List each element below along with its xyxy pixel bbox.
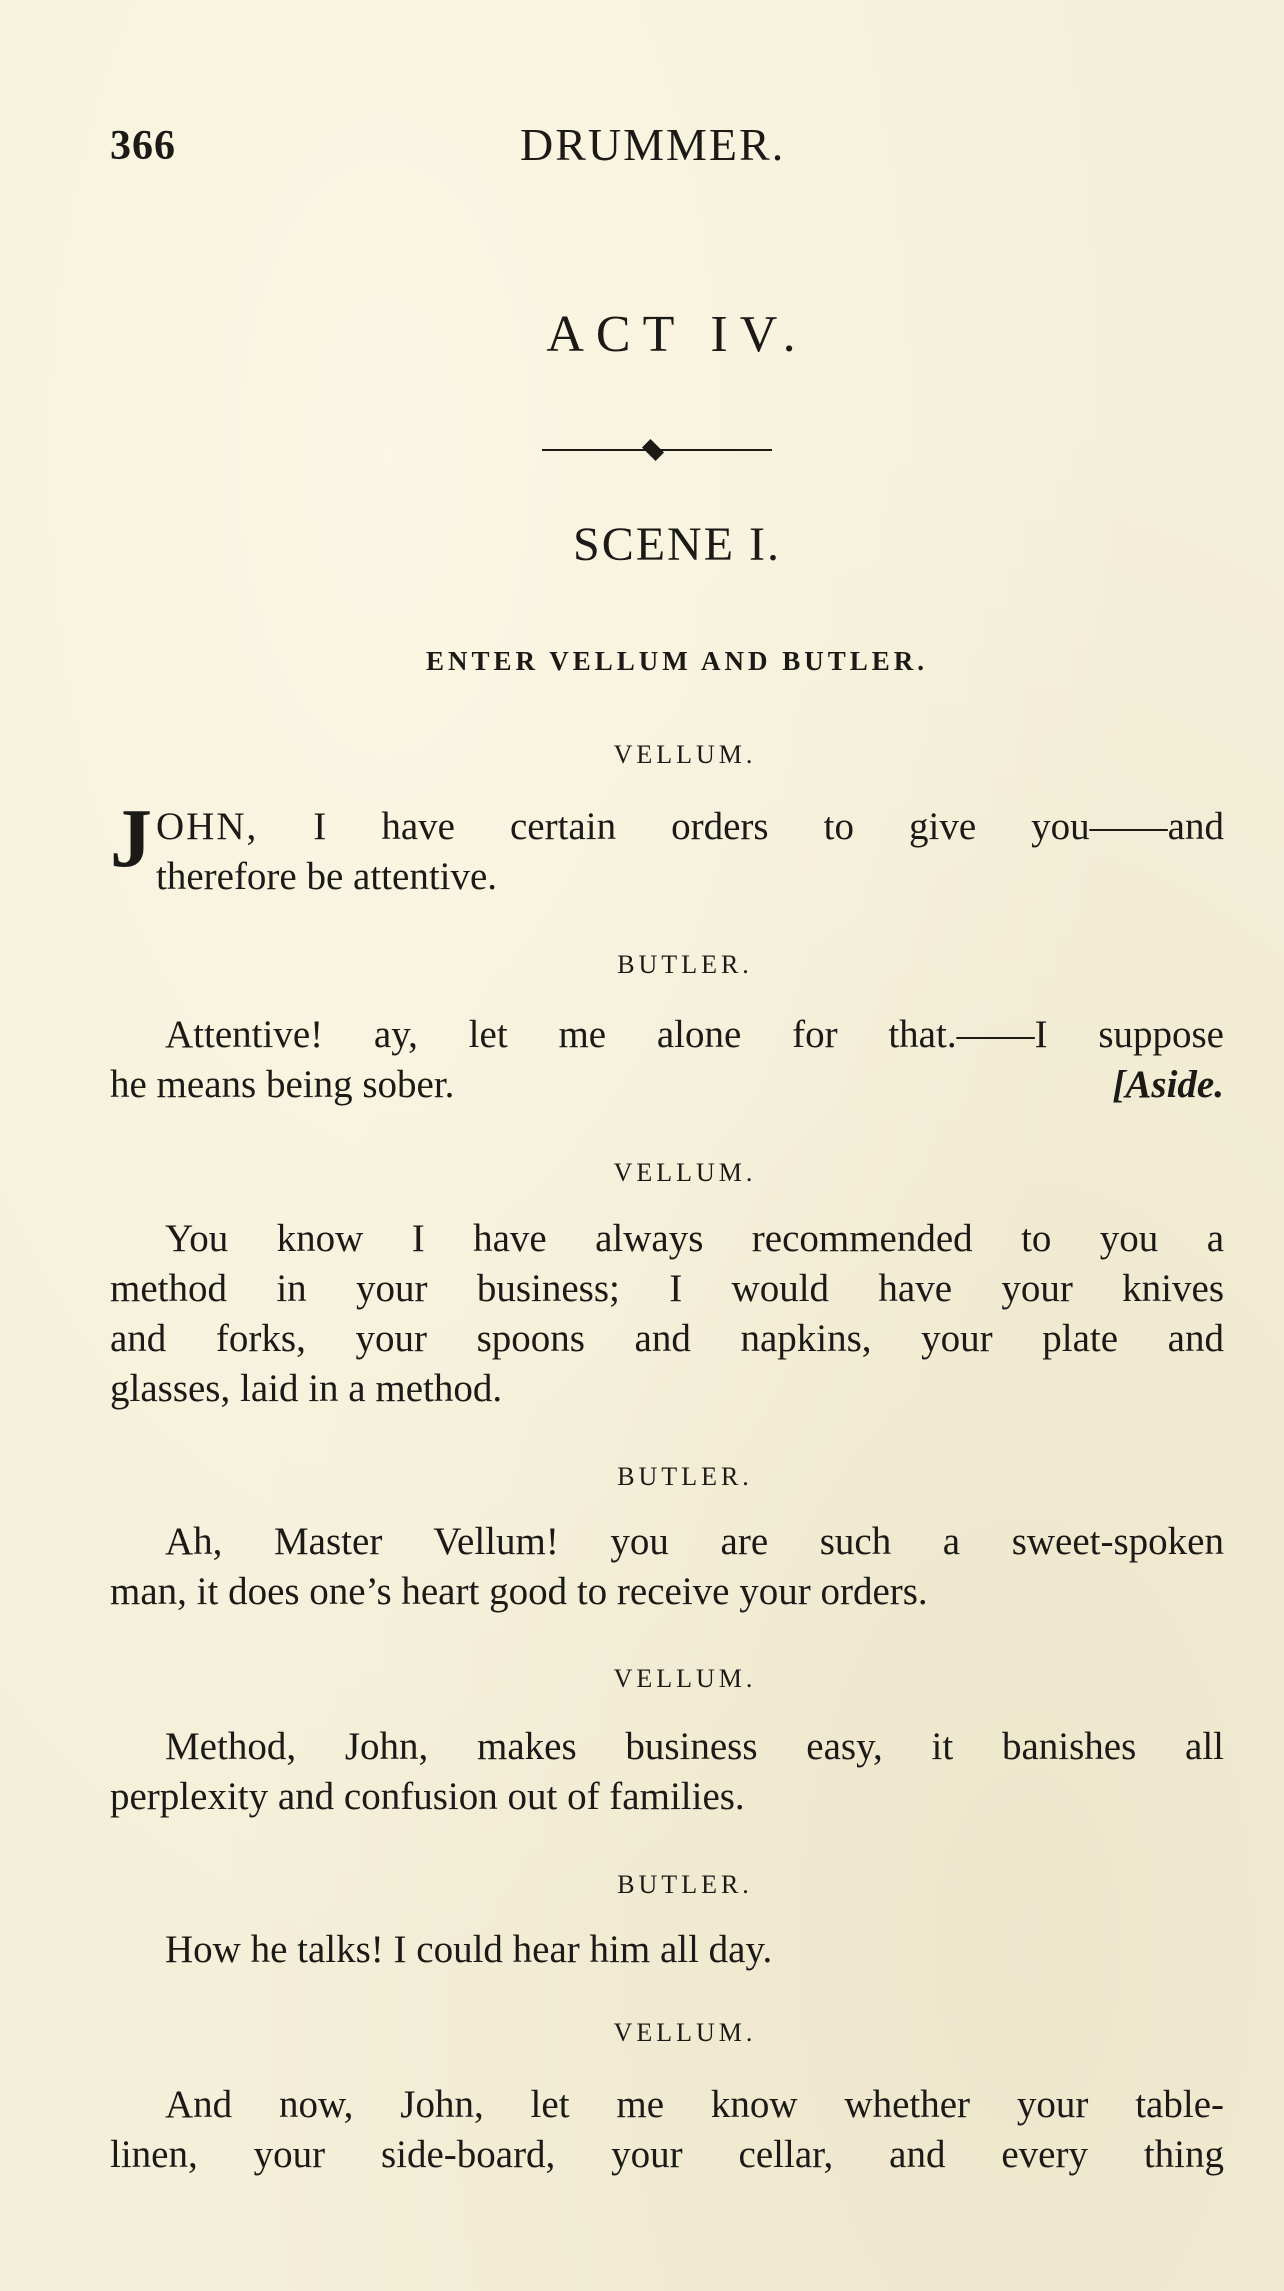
speech-line: glasses, laid in a method. bbox=[110, 1367, 503, 1410]
speaker-name: BUTLER. bbox=[617, 1870, 753, 1899]
speech-line: therefore be attentive. bbox=[156, 855, 498, 898]
aside-direction: [Aside. bbox=[1112, 1063, 1224, 1106]
speech-block bbox=[110, 1517, 1224, 1617]
book-page bbox=[110, 0, 1224, 2291]
speech-line-text: he means being sober. bbox=[110, 1063, 455, 1106]
stage-direction: ENTER VELLUM AND BUTLER. bbox=[425, 646, 929, 676]
speech-block bbox=[110, 792, 1224, 902]
speech-line: You know I have always recommended to you a bbox=[165, 1217, 1224, 1260]
scene-title: SCENE I. bbox=[573, 518, 781, 571]
page-number: 366 bbox=[110, 123, 176, 169]
speech-line: How he talks! I could hear him all day. bbox=[165, 1928, 773, 1971]
speaker-name: BUTLER. bbox=[617, 950, 753, 979]
speech-block bbox=[110, 2080, 1224, 2180]
speech-line: perplexity and confusion out of families. bbox=[110, 1775, 745, 1818]
speaker-name: VELLUM. bbox=[613, 2018, 757, 2047]
speech-lead-smallcaps: OHN, bbox=[156, 805, 259, 848]
speech-line bbox=[110, 1060, 1224, 1110]
speech-line: and forks, your spoons and napkins, your plate and bbox=[110, 1317, 1224, 1360]
speech-line: man, it does one’s heart good to receive your orders. bbox=[110, 1570, 928, 1613]
speech-block bbox=[110, 1722, 1224, 1822]
speech-line: linen, your side-board, your cellar, and every thing bbox=[110, 2133, 1224, 2176]
speaker-name: BUTLER. bbox=[617, 1462, 753, 1491]
speaker-name: VELLUM. bbox=[613, 740, 757, 769]
diamond-icon bbox=[642, 439, 664, 461]
divider-ornament bbox=[542, 447, 772, 453]
speech-line: Attentive! ay, let me alone for that.——I suppose bbox=[165, 1013, 1224, 1056]
speech-block bbox=[110, 1214, 1224, 1414]
drop-cap: J bbox=[110, 792, 152, 885]
speech-line: Ah, Master Vellum! you are such a sweet-spoken bbox=[165, 1520, 1224, 1563]
speaker-name: VELLUM. bbox=[613, 1664, 757, 1693]
act-title: ACT IV. bbox=[546, 306, 808, 363]
speech-line: method in your business; I would have your knives bbox=[110, 1267, 1224, 1310]
speech-line: And now, John, let me know whether your table- bbox=[165, 2083, 1224, 2126]
running-head bbox=[110, 118, 1224, 178]
speech-line-text: I have certain orders to give you——and bbox=[258, 805, 1224, 848]
running-title: DRUMMER. bbox=[520, 119, 786, 170]
speaker-name: VELLUM. bbox=[613, 1158, 757, 1187]
speech-block bbox=[110, 1925, 1224, 1975]
speech-line: Method, John, makes business easy, it banishes all bbox=[165, 1725, 1224, 1768]
speech-block bbox=[110, 1010, 1224, 1110]
